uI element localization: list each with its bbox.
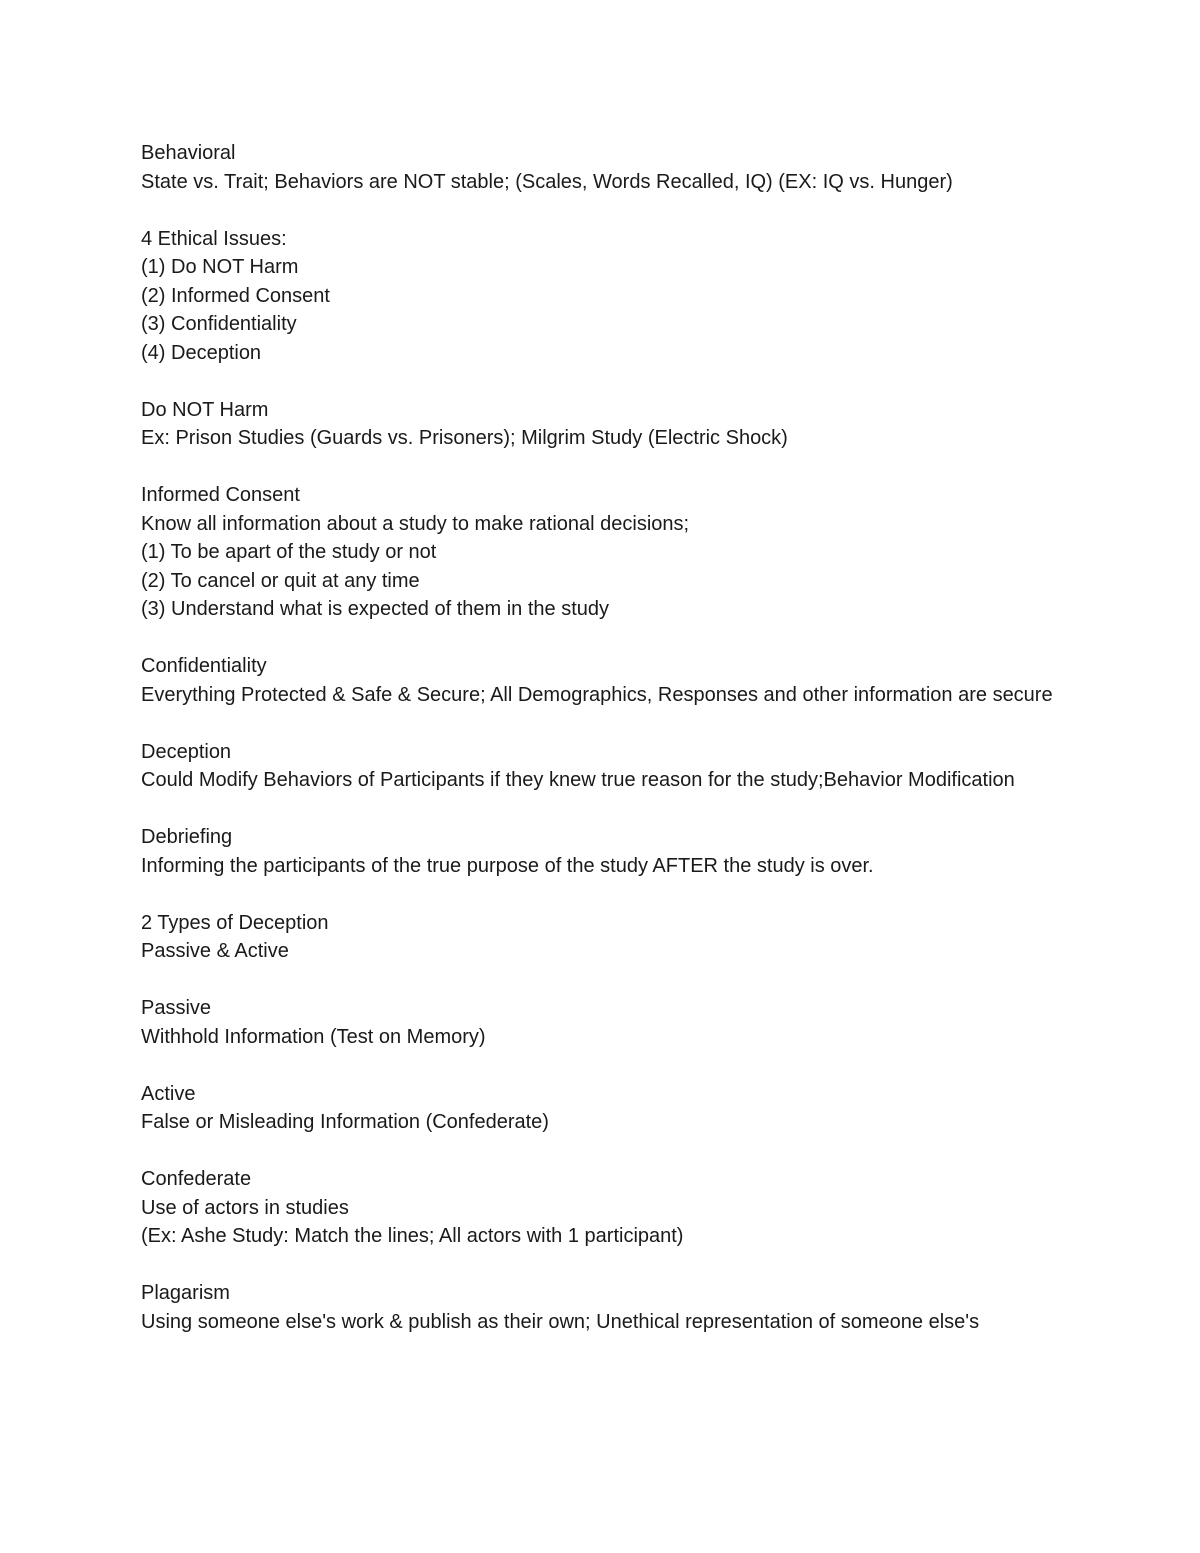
section-plagarism xyxy=(141,1279,1071,1336)
section-heading: Debriefing xyxy=(141,826,233,848)
list-item: (1) Do NOT Harm xyxy=(141,256,299,278)
section-text: (Ex: Ashe Study: Match the lines; All actors with 1 participant) xyxy=(141,1225,684,1247)
paragraph-gap xyxy=(141,966,1071,995)
section-ethical-issues xyxy=(141,225,1071,368)
paragraph-gap xyxy=(141,709,1071,738)
section-heading: Confidentiality xyxy=(141,655,267,677)
section-heading: Passive xyxy=(141,997,212,1019)
section-types-of-deception xyxy=(141,909,1071,966)
section-heading: Confederate xyxy=(141,1168,252,1190)
section-text: Informing the participants of the true purpose of the study AFTER the study is over. xyxy=(141,854,874,877)
list-item: (2) To cancel or quit at any time xyxy=(141,569,420,592)
paragraph-gap xyxy=(141,1251,1071,1280)
section-heading: Plagarism xyxy=(141,1282,230,1304)
paragraph-gap xyxy=(141,367,1071,396)
list-item: (3) Understand what is expected of them in the study xyxy=(141,598,610,620)
list-item: (2) Informed Consent xyxy=(141,284,330,307)
section-heading: 2 Types of Deception xyxy=(141,911,329,934)
section-informed-consent xyxy=(141,481,1071,624)
paragraph-gap xyxy=(141,1137,1071,1166)
section-deception xyxy=(141,738,1071,795)
section-text: Ex: Prison Studies (Guards vs. Prisoners); Milgrim Study (Electric Shock) xyxy=(141,427,788,449)
section-confederate xyxy=(141,1165,1071,1251)
section-confidentiality xyxy=(141,652,1071,709)
paragraph-gap xyxy=(141,453,1071,482)
section-heading: Informed Consent xyxy=(141,484,300,506)
section-active xyxy=(141,1080,1071,1137)
paragraph-gap xyxy=(141,880,1071,909)
paragraph-gap xyxy=(141,1051,1071,1080)
section-heading: Behavioral xyxy=(141,142,236,164)
section-text: State vs. Trait; Behaviors are NOT stable; (Scales, Words Recalled, IQ) (EX: IQ vs. Hunger) xyxy=(141,170,953,193)
list-item: (1) To be apart of the study or not xyxy=(141,541,437,563)
section-text: Using someone else's work & publish as their own; Unethical representation of someone else's xyxy=(141,1310,980,1333)
list-item: (3) Confidentiality xyxy=(141,313,297,335)
paragraph-gap xyxy=(141,624,1071,653)
section-debriefing xyxy=(141,823,1071,880)
section-text: Could Modify Behaviors of Participants if they knew true reason for the study;Behavior Modification xyxy=(141,769,1015,791)
section-heading: Active xyxy=(141,1082,196,1105)
section-heading: Do NOT Harm xyxy=(141,398,269,421)
section-text: Know all information about a study to make rational decisions; xyxy=(141,512,690,535)
paragraph-gap xyxy=(141,795,1071,824)
section-text: Everything Protected & Safe & Secure; All Demographics, Responses and other information are secure xyxy=(141,683,1053,706)
section-heading: Deception xyxy=(141,740,232,763)
section-do-not-harm xyxy=(141,396,1071,453)
section-text: Withhold Information (Test on Memory) xyxy=(141,1025,486,1048)
section-passive xyxy=(141,994,1071,1051)
section-text: False or Misleading Information (Confederate) xyxy=(141,1111,549,1133)
document-body xyxy=(141,139,1071,1336)
section-text: Passive & Active xyxy=(141,940,289,962)
paragraph-gap xyxy=(141,196,1071,225)
section-text: Use of actors in studies xyxy=(141,1196,349,1219)
list-item: (4) Deception xyxy=(141,341,262,364)
section-heading: 4 Ethical Issues: xyxy=(141,227,287,250)
section-behavioral xyxy=(141,139,1071,196)
